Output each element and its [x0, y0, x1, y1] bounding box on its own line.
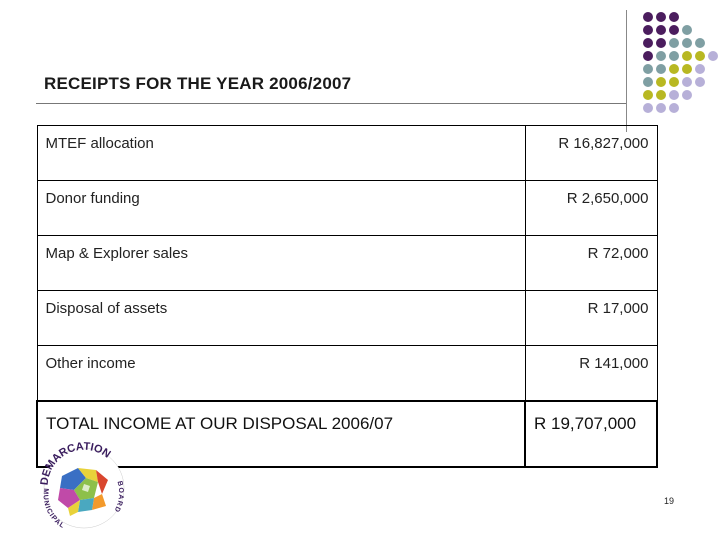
dot [682, 77, 692, 87]
dot [656, 103, 666, 113]
dot [643, 25, 653, 35]
page-number: 19 [664, 496, 675, 506]
dot [656, 12, 666, 22]
dot [656, 90, 666, 100]
dot [643, 90, 653, 100]
row-amount: R 17,000 [525, 291, 657, 346]
dot [656, 64, 666, 74]
dot [643, 77, 653, 87]
logo-text-right: BOARD [112, 480, 125, 514]
row-label: Donor funding [37, 181, 525, 236]
dot [643, 51, 653, 61]
table-row [37, 236, 657, 291]
table-row [37, 181, 657, 236]
total-amount: R 19,707,000 [525, 401, 657, 467]
table-row [37, 346, 657, 402]
row-label: MTEF allocation [37, 126, 525, 181]
logo-text-bottom: MUNICIPAL [41, 488, 67, 531]
dot [669, 64, 679, 74]
row-amount: R 72,000 [525, 236, 657, 291]
row-label: Other income [37, 346, 525, 402]
dot [669, 103, 679, 113]
row-amount: R 2,650,000 [525, 181, 657, 236]
logo-text-top: DEMARCATION [38, 440, 113, 486]
row-amount: R 141,000 [525, 346, 657, 402]
dot [643, 12, 653, 22]
dot [682, 25, 692, 35]
receipts-table [36, 125, 658, 468]
slide-title: RECEIPTS FOR THE YEAR 2006/2007 [44, 74, 352, 93]
decorative-dot-grid [640, 10, 720, 120]
total-label: TOTAL INCOME AT OUR DISPOSAL 2006/07 [37, 401, 525, 467]
row-label: Map & Explorer sales [37, 236, 525, 291]
dot [695, 38, 705, 48]
dot [682, 51, 692, 61]
dot [695, 77, 705, 87]
dot [643, 103, 653, 113]
dot [656, 25, 666, 35]
title-underline [36, 103, 626, 104]
decorative-vertical-line [626, 10, 627, 132]
dot [669, 90, 679, 100]
demarcation-board-logo [34, 438, 134, 534]
dot [682, 38, 692, 48]
dot [695, 51, 705, 61]
dot [682, 90, 692, 100]
dot [682, 64, 692, 74]
table-row [37, 291, 657, 346]
dot [656, 51, 666, 61]
dot [669, 77, 679, 87]
dot [656, 38, 666, 48]
row-label: Disposal of assets [37, 291, 525, 346]
dot [695, 64, 705, 74]
dot [669, 38, 679, 48]
dot [669, 25, 679, 35]
table-row [37, 126, 657, 181]
dot [643, 64, 653, 74]
dot [708, 51, 718, 61]
dot [656, 77, 666, 87]
dot [669, 51, 679, 61]
row-amount: R 16,827,000 [525, 126, 657, 181]
dot [643, 38, 653, 48]
dot [669, 12, 679, 22]
